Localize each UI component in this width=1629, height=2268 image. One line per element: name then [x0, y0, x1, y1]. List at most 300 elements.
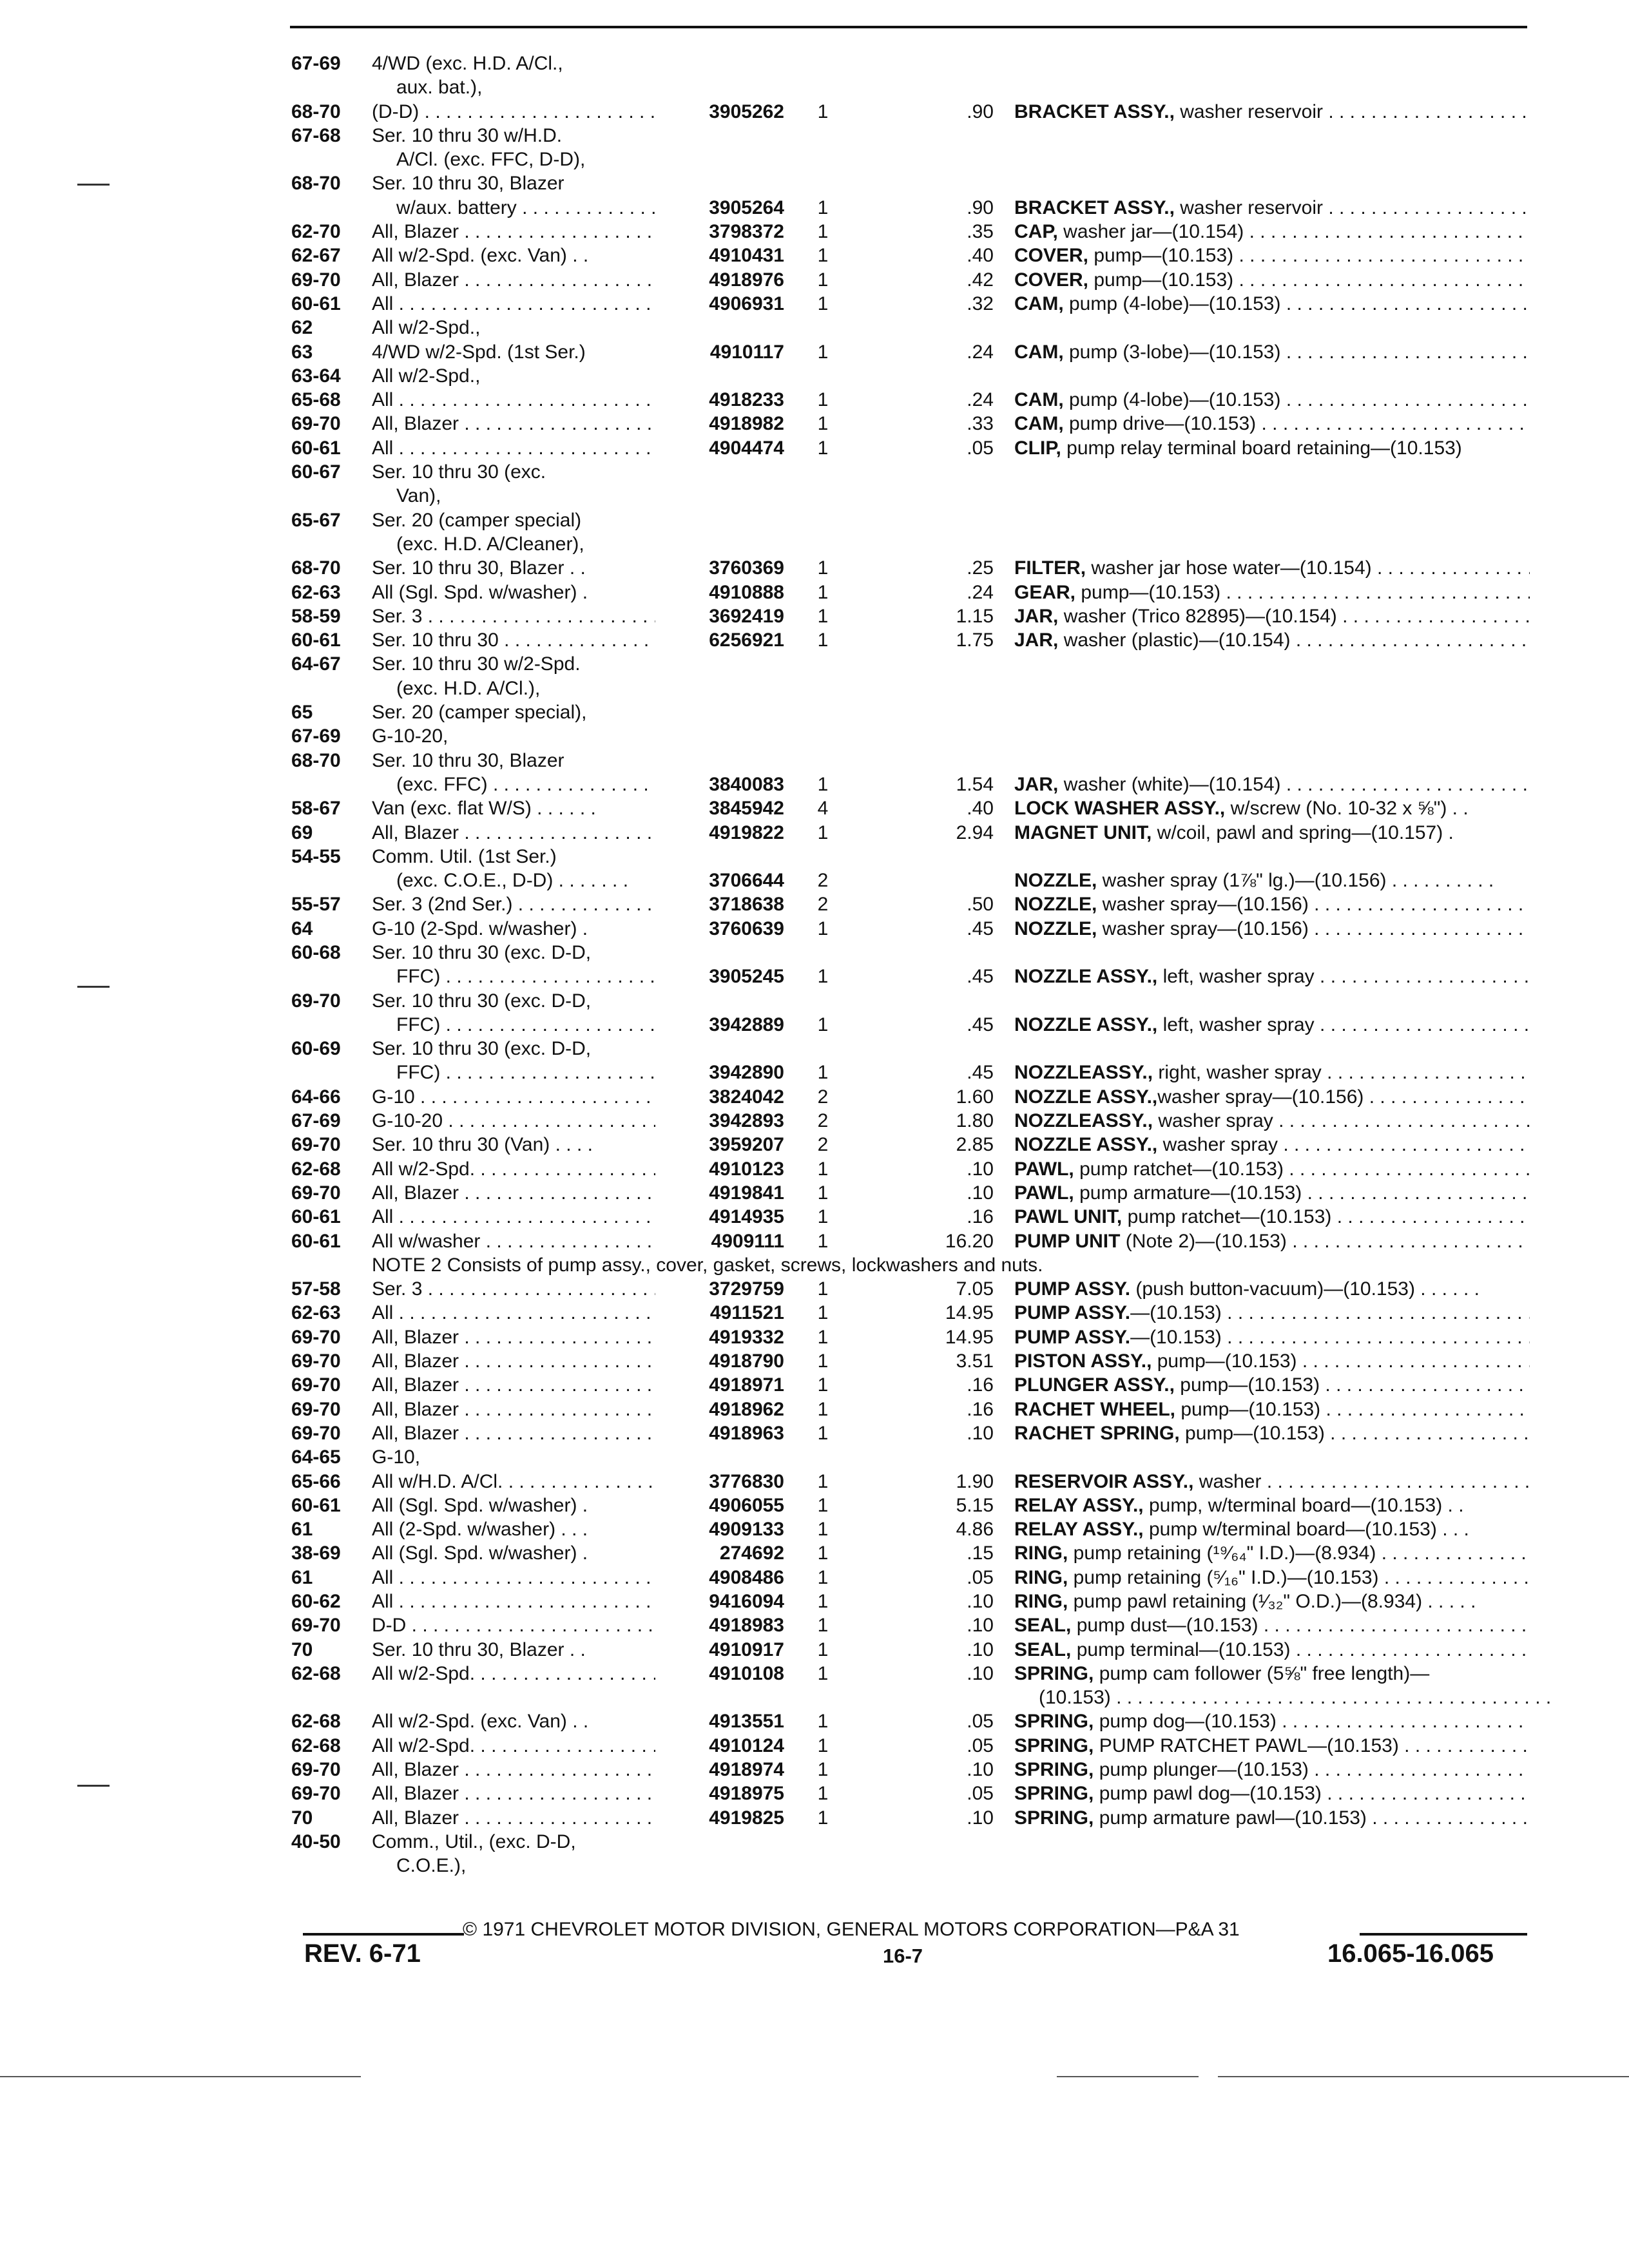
model-years: 65-66 — [291, 1470, 341, 1492]
model-years: 60-68 — [291, 941, 341, 963]
part-description — [1014, 628, 1530, 652]
part-number: 3959207 — [709, 1134, 784, 1156]
part-description — [1014, 1205, 1530, 1229]
part-description — [1014, 292, 1530, 316]
application: Ser. 3 (2nd Ser.) . . . — [372, 892, 655, 916]
part-detail: pump terminal—(10.153) — [1071, 1639, 1291, 1660]
part-detail: PUMP RATCHET PAWL—(10.153) — [1094, 1735, 1399, 1756]
catalog-row — [291, 148, 1528, 171]
application: All . . . — [372, 1205, 655, 1229]
price: .45 — [967, 918, 994, 939]
part-name: SPRING, — [1014, 1662, 1094, 1684]
catalog-row — [291, 196, 1528, 220]
part-name: JAR, — [1014, 629, 1059, 651]
application: Ser. 10 thru 30 (exc. D-D, — [372, 990, 592, 1012]
quantity: 1 — [817, 1615, 829, 1637]
model-years: 70 — [291, 1639, 313, 1660]
application: Ser. 10 thru 30, Blazer . . — [372, 557, 586, 579]
quantity: 1 — [817, 101, 829, 122]
part-name: RELAY ASSY., — [1014, 1494, 1144, 1516]
model-years: 60-69 — [291, 1038, 341, 1060]
application: Ser. 10 thru 30 (exc. — [372, 461, 546, 483]
part-description — [1014, 1517, 1530, 1541]
price: .16 — [967, 1374, 994, 1396]
catalog-row — [291, 1709, 1528, 1733]
part-detail: left, washer spray — [1157, 1014, 1315, 1035]
part-name: PAWL, — [1014, 1158, 1074, 1180]
part-detail: pump retaining (⁵⁄₁₆" I.D.)—(10.153) — [1068, 1566, 1379, 1588]
part-detail: pump (4-lobe)—(10.153) — [1063, 389, 1281, 411]
quantity: 2 — [817, 870, 829, 892]
model-years: 64-65 — [291, 1446, 341, 1468]
model-years: 64 — [291, 918, 313, 939]
part-name: RING, — [1014, 1542, 1068, 1564]
application: Ser. 10 thru 30 (exc. D-D, — [372, 1038, 592, 1060]
part-description — [1014, 917, 1530, 941]
part-name: BRACKET ASSY., — [1014, 101, 1175, 122]
model-years: 54-55 — [291, 845, 341, 867]
revision-label: REV. 6-71 — [304, 1939, 421, 1968]
model-years: 61 — [291, 1519, 313, 1541]
part-detail: pump armature—(10.153) — [1074, 1182, 1302, 1204]
part-number: 4919825 — [709, 1807, 784, 1829]
catalog-row — [291, 1734, 1528, 1758]
application: D-D . . . — [372, 1613, 655, 1637]
application: (D-D) . . . — [372, 100, 655, 124]
price: .10 — [967, 1759, 994, 1781]
application: All, Blazer . . . — [372, 412, 655, 436]
quantity: 1 — [817, 605, 829, 627]
quantity: 1 — [817, 1302, 829, 1324]
model-years: 62-63 — [291, 1302, 341, 1324]
part-detail: (10.153) — [1039, 1687, 1111, 1709]
part-number: 4918975 — [709, 1783, 784, 1805]
application: All w/2-Spd. (exc. Van) . . — [372, 1711, 589, 1733]
quantity: 1 — [817, 1350, 829, 1372]
model-years: 63 — [291, 341, 313, 363]
catalog-row — [291, 1205, 1528, 1229]
application: Ser. 10 thru 30 w/2-Spd. — [372, 653, 581, 675]
part-detail: pump (4-lobe)—(10.153) — [1063, 293, 1281, 314]
part-number: 4918974 — [709, 1759, 784, 1781]
model-years: 62-68 — [291, 1158, 341, 1180]
part-detail: pump retaining (¹⁹⁄₆₄" I.D.)—(8.934) — [1068, 1542, 1376, 1564]
catalog-row — [291, 171, 1528, 195]
catalog-row — [291, 796, 1528, 820]
part-number: 4914935 — [709, 1206, 784, 1228]
application: Ser. 3 . . . — [372, 1277, 655, 1301]
part-number: 3840083 — [709, 773, 784, 795]
model-years: 69 — [291, 822, 313, 843]
part-detail: washer spray—(10.156) — [1097, 894, 1309, 916]
catalog-row — [291, 628, 1528, 652]
part-number: 4918963 — [709, 1422, 784, 1444]
part-name: NOZZLE ASSY., — [1014, 1014, 1158, 1035]
model-years: 69-70 — [291, 413, 341, 435]
part-number: 4918971 — [709, 1374, 784, 1396]
part-number: 4909133 — [709, 1519, 784, 1541]
model-years: 62-68 — [291, 1662, 341, 1684]
price: .10 — [967, 1422, 994, 1444]
price: .16 — [967, 1206, 994, 1228]
part-description — [1014, 965, 1530, 988]
part-detail: pump, w/terminal board—(10.153) . . — [1143, 1494, 1464, 1516]
price: .10 — [967, 1615, 994, 1637]
part-detail: washer reservoir — [1174, 197, 1323, 218]
price: .10 — [967, 1639, 994, 1660]
part-name: COVER, — [1014, 245, 1089, 267]
catalog-row — [291, 75, 1528, 99]
catalog-row — [291, 1037, 1528, 1061]
application: Ser. 10 thru 30, Blazer — [372, 749, 564, 771]
catalog-row — [291, 268, 1528, 292]
part-number: 4910888 — [709, 581, 784, 603]
part-description — [1014, 1662, 1530, 1686]
catalog-row — [291, 292, 1528, 316]
part-number: 3905262 — [709, 101, 784, 122]
part-description — [1014, 1349, 1530, 1373]
part-description — [1014, 1157, 1530, 1181]
part-detail: pump relay terminal board retaining—(10.153) — [1061, 437, 1462, 459]
part-detail: pump dog—(10.153) — [1094, 1711, 1277, 1733]
catalog-row — [291, 1277, 1528, 1301]
part-detail: pump—(10.153) — [1179, 1422, 1325, 1444]
application: All, Blazer . . . — [372, 1421, 655, 1445]
application: NOTE 2 Consists of pump assy., cover, gasket, screws, lockwashers and nuts. — [372, 1254, 1043, 1276]
catalog-row — [291, 1061, 1528, 1084]
application: All w/2-Spd., — [372, 317, 481, 339]
part-name: JAR, — [1014, 773, 1059, 795]
catalog-row — [291, 1613, 1528, 1637]
part-detail: (Note 2)—(10.153) — [1120, 1230, 1287, 1252]
model-years: 60-67 — [291, 461, 341, 483]
quantity: 1 — [817, 966, 829, 988]
application: Ser. 10 thru 30, Blazer . . — [372, 1639, 586, 1660]
part-description — [1014, 100, 1530, 124]
price: 2.85 — [956, 1134, 994, 1156]
price: .90 — [967, 101, 994, 122]
catalog-row — [291, 1157, 1528, 1181]
application: FFC) . . . — [372, 965, 655, 988]
part-description — [1014, 388, 1530, 412]
catalog-row — [291, 892, 1528, 916]
part-name: RACHET WHEEL, — [1014, 1398, 1175, 1420]
part-number: 3760639 — [709, 918, 784, 939]
catalog-row — [291, 1253, 1528, 1277]
model-years: 69-70 — [291, 1134, 341, 1156]
quantity: 1 — [817, 1278, 829, 1300]
model-years: 69-70 — [291, 1398, 341, 1420]
price: 5.15 — [956, 1494, 994, 1516]
quantity: 2 — [817, 1086, 829, 1108]
part-description — [1014, 196, 1530, 220]
application: All (2-Spd. w/washer) . . . — [372, 1519, 588, 1541]
quantity: 1 — [817, 1807, 829, 1829]
model-years: 69-70 — [291, 1350, 341, 1372]
part-description — [1014, 1494, 1530, 1517]
model-years: 67-69 — [291, 726, 341, 747]
part-detail: washer (plastic)—(10.154) — [1058, 629, 1291, 651]
part-number: 3729759 — [709, 1278, 784, 1300]
part-description — [1014, 1301, 1530, 1325]
price: 7.05 — [956, 1278, 994, 1300]
model-years: 67-69 — [291, 1110, 341, 1132]
catalog-row — [291, 677, 1528, 700]
catalog-row — [291, 1301, 1528, 1325]
margin-mark — [77, 1785, 110, 1787]
part-description — [1014, 244, 1530, 267]
price: .40 — [967, 798, 994, 820]
price: .16 — [967, 1398, 994, 1420]
application: G-10-20 . . . — [372, 1109, 655, 1133]
part-detail: washer jar—(10.154) — [1057, 221, 1244, 243]
part-name: JAR, — [1014, 605, 1059, 627]
application: All, Blazer . . . — [372, 1349, 655, 1373]
part-detail: washer spray — [1157, 1134, 1278, 1156]
catalog-row — [291, 364, 1528, 388]
part-description — [1014, 1061, 1530, 1084]
application: All, Blazer . . . — [372, 220, 655, 244]
part-name: CAM, — [1014, 341, 1064, 363]
catalog-row — [291, 1638, 1528, 1662]
model-years: 69-70 — [291, 1783, 341, 1805]
scan-artifact-line — [0, 2076, 361, 2077]
quantity: 1 — [817, 1783, 829, 1805]
catalog-row — [291, 1349, 1528, 1373]
quantity: 2 — [817, 1110, 829, 1132]
part-name: PUMP ASSY. — [1014, 1302, 1131, 1324]
part-name: PAWL UNIT, — [1014, 1206, 1123, 1228]
part-detail: washer (white)—(10.154) — [1058, 773, 1281, 795]
quantity: 1 — [817, 557, 829, 579]
catalog-row — [291, 1806, 1528, 1830]
part-number: 3776830 — [709, 1470, 784, 1492]
price: .05 — [967, 437, 994, 459]
part-description — [1014, 220, 1530, 244]
part-detail: pump ratchet—(10.153) — [1122, 1206, 1332, 1228]
part-number: 4918233 — [709, 389, 784, 411]
part-description — [1014, 340, 1530, 364]
catalog-row — [291, 1470, 1528, 1494]
part-description — [1014, 604, 1530, 628]
application: C.O.E.), — [396, 1855, 467, 1877]
part-name: CLIP, — [1014, 437, 1061, 459]
application: All . . . — [372, 1590, 655, 1613]
parts-catalog-table — [291, 52, 1528, 1878]
part-number: 4919332 — [709, 1326, 784, 1348]
catalog-row — [291, 1085, 1528, 1109]
application: Ser. 20 (camper special) — [372, 509, 582, 531]
part-name: FILTER, — [1014, 557, 1086, 579]
price: .90 — [967, 197, 994, 218]
price: .32 — [967, 293, 994, 314]
part-number: 3905245 — [709, 966, 784, 988]
section-code: 16.065-16.065 — [1327, 1939, 1494, 1968]
part-description — [1014, 821, 1530, 845]
part-description — [1014, 436, 1530, 460]
application: FFC) . . . — [372, 1061, 655, 1084]
part-name: NOZZLE ASSY., — [1014, 966, 1158, 988]
part-detail: washer reservoir — [1174, 101, 1323, 122]
quantity: 1 — [817, 341, 829, 363]
part-detail: pump dust—(10.153) — [1071, 1615, 1258, 1637]
price: 3.51 — [956, 1350, 994, 1372]
part-number: 4906931 — [709, 293, 784, 314]
catalog-row — [291, 316, 1528, 340]
application: All . . . — [372, 1566, 655, 1590]
part-detail: pump—(10.153) — [1088, 245, 1234, 267]
price: 2.94 — [956, 822, 994, 843]
part-description — [1014, 773, 1530, 796]
part-detail: washer — [1193, 1470, 1262, 1492]
part-description — [1014, 1782, 1530, 1805]
part-number: 6256921 — [709, 629, 784, 651]
part-number: 4909111 — [711, 1230, 784, 1252]
part-number: 4906055 — [709, 1494, 784, 1516]
part-detail: pump—(10.153) — [1174, 1374, 1320, 1396]
part-name: RING, — [1014, 1591, 1068, 1612]
part-description — [1014, 1229, 1530, 1253]
part-detail: —(10.153) — [1130, 1326, 1222, 1348]
part-number: 4904474 — [709, 437, 784, 459]
price: 4.86 — [956, 1519, 994, 1541]
part-number: 3718638 — [709, 894, 784, 916]
quantity: 1 — [817, 1206, 829, 1228]
part-number: 4910108 — [709, 1662, 784, 1684]
part-number: 3942889 — [709, 1014, 784, 1035]
part-number: 9416094 — [709, 1591, 784, 1612]
part-name: NOZZLEASSY., — [1014, 1062, 1153, 1084]
part-detail: pump (3-lobe)—(10.153) — [1063, 341, 1281, 363]
catalog-row — [291, 1566, 1528, 1590]
part-number: 4918962 — [709, 1398, 784, 1420]
part-name: SPRING, — [1014, 1759, 1094, 1781]
part-detail: pump w/terminal board—(10.153) . . . — [1143, 1519, 1469, 1541]
quantity: 1 — [817, 1566, 829, 1588]
quantity: 1 — [817, 1662, 829, 1684]
price: .05 — [967, 1783, 994, 1805]
application: All . . . — [372, 1301, 655, 1325]
model-years: 65-68 — [291, 389, 341, 411]
price: .15 — [967, 1542, 994, 1564]
catalog-row — [291, 100, 1528, 124]
catalog-row — [291, 1662, 1528, 1686]
quantity: 1 — [817, 437, 829, 459]
part-name: SPRING, — [1014, 1807, 1094, 1829]
quantity: 1 — [817, 773, 829, 795]
quantity: 4 — [817, 798, 829, 820]
price: .35 — [967, 221, 994, 243]
catalog-row — [291, 412, 1528, 436]
application: G-10 (2-Spd. w/washer) . — [372, 918, 588, 939]
part-name: PUMP ASSY. — [1014, 1278, 1131, 1300]
model-years: 68-70 — [291, 101, 341, 122]
part-number: 3845942 — [709, 798, 784, 820]
quantity: 1 — [817, 1494, 829, 1516]
part-description — [1014, 581, 1530, 604]
price: .40 — [967, 245, 994, 267]
model-years: 62-70 — [291, 221, 341, 243]
model-years: 68-70 — [291, 173, 341, 195]
model-years: 68-70 — [291, 557, 341, 579]
part-detail: pump ratchet—(10.153) — [1074, 1158, 1284, 1180]
part-description — [1014, 1758, 1530, 1782]
price: 14.95 — [945, 1302, 994, 1324]
part-description — [1014, 869, 1530, 892]
model-years: 60-61 — [291, 1230, 341, 1252]
part-name: NOZZLE ASSY., — [1014, 1134, 1158, 1156]
part-detail: pump drive—(10.153) — [1063, 413, 1257, 435]
model-years: 65-67 — [291, 509, 341, 531]
part-description — [1014, 1277, 1530, 1301]
part-number: 4910431 — [709, 245, 784, 267]
catalog-row — [291, 1758, 1528, 1782]
part-name: SEAL, — [1014, 1615, 1072, 1637]
part-name: NOZZLE, — [1014, 918, 1097, 939]
part-name: NOZZLEASSY., — [1014, 1110, 1153, 1132]
application: All . . . — [372, 292, 655, 316]
application: 4/WD w/2-Spd. (1st Ser.) — [372, 341, 586, 363]
application: All, Blazer . . . — [372, 1782, 655, 1805]
part-description — [1014, 796, 1530, 820]
price: .33 — [967, 413, 994, 435]
copyright-line: © 1971 CHEVROLET MOTOR DIVISION, GENERAL MOTORS CORPORATION—P&A 31 — [463, 1919, 1240, 1940]
model-years: 40-50 — [291, 1831, 341, 1852]
quantity: 1 — [817, 1398, 829, 1420]
page-number: 16-7 — [883, 1945, 923, 1967]
model-years: 60-61 — [291, 629, 341, 651]
catalog-row — [291, 1109, 1528, 1133]
part-description — [1014, 1566, 1530, 1590]
catalog-row — [291, 1517, 1528, 1541]
application: All (Sgl. Spd. w/washer) . — [372, 1542, 588, 1564]
quantity: 1 — [817, 1014, 829, 1035]
part-detail: washer spray—(10.156) — [1097, 918, 1309, 939]
price: .10 — [967, 1158, 994, 1180]
model-years: 61 — [291, 1566, 313, 1588]
quantity: 1 — [817, 1639, 829, 1660]
application: All w/2-Spd. (exc. Van) . . — [372, 245, 589, 267]
application: All, Blazer . . . — [372, 1181, 655, 1205]
catalog-row — [291, 917, 1528, 941]
application: Ser. 10 thru 30 (Van) . . . . — [372, 1134, 593, 1156]
catalog-row — [291, 773, 1528, 796]
catalog-row — [291, 388, 1528, 412]
catalog-row — [291, 1229, 1528, 1253]
part-number: 4913551 — [709, 1711, 784, 1733]
model-years: 55-57 — [291, 894, 341, 916]
part-description — [1014, 268, 1530, 292]
part-name: CAM, — [1014, 293, 1064, 314]
quantity: 1 — [817, 413, 829, 435]
quantity: 1 — [817, 293, 829, 314]
part-name: COVER, — [1014, 269, 1089, 291]
application: All w/2-Spd. . . . — [372, 1662, 655, 1686]
catalog-row — [291, 484, 1528, 508]
catalog-row — [291, 724, 1528, 748]
application: All w/washer . . . — [372, 1229, 655, 1253]
part-description — [1014, 1181, 1530, 1205]
part-name: CAM, — [1014, 413, 1064, 435]
part-number: 3905264 — [709, 197, 784, 218]
model-years: 69-70 — [291, 1615, 341, 1637]
part-number: 3760369 — [709, 557, 784, 579]
part-number: 4918790 — [709, 1350, 784, 1372]
application: G-10, — [372, 1446, 421, 1468]
part-number: 4910117 — [709, 341, 784, 363]
part-name: RESERVOIR ASSY., — [1014, 1470, 1194, 1492]
application: 4/WD (exc. H.D. A/Cl., — [372, 53, 563, 74]
